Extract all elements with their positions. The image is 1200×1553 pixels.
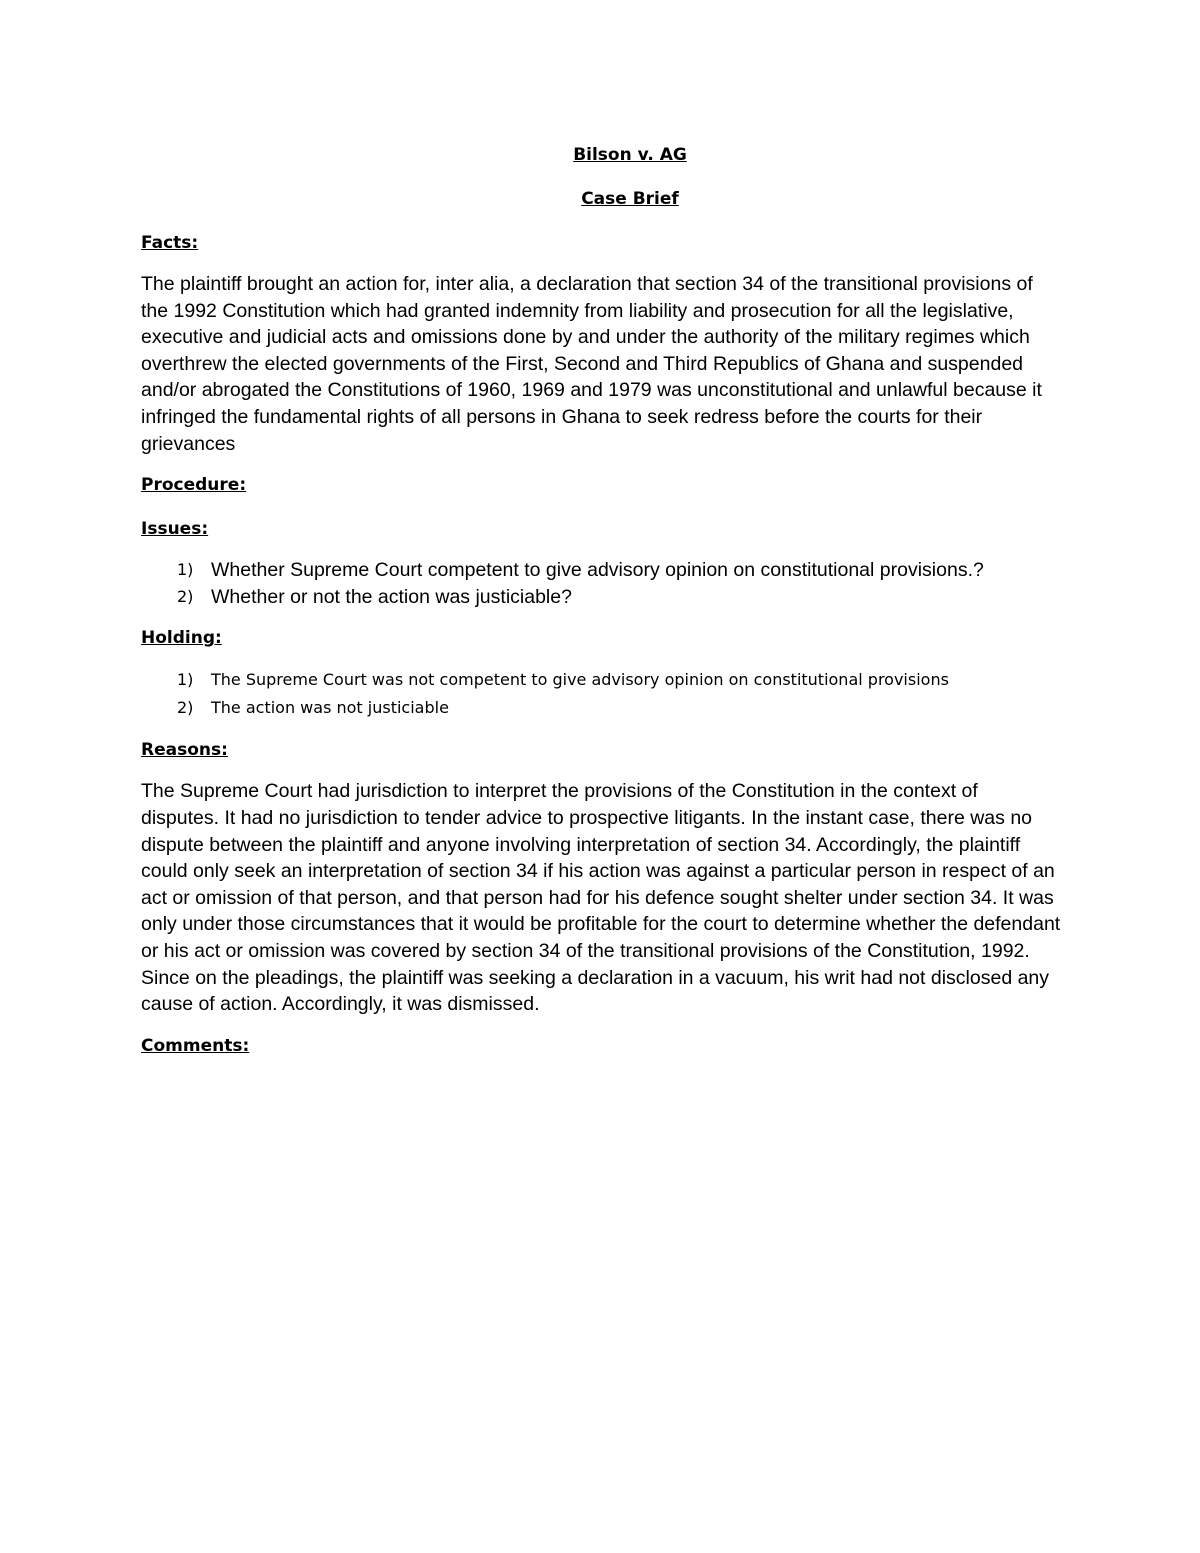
issues-list <box>141 557 1061 610</box>
comments-heading: Comments: <box>141 1035 250 1056</box>
list-item-text: The action was not justiciable <box>211 698 449 718</box>
list-item <box>141 557 1061 584</box>
document-title: Bilson v. AG <box>573 145 687 165</box>
list-item-text: The Supreme Court was not competent to give advisory opinion on constitutional provisions <box>211 670 949 690</box>
list-item-number: 1) <box>177 670 194 690</box>
document-page <box>141 142 1061 1059</box>
reasons-heading: Reasons: <box>141 740 228 761</box>
list-item-number: 1) <box>177 560 194 580</box>
procedure-heading: Procedure: <box>141 475 247 496</box>
list-item-number: 2) <box>177 698 194 718</box>
list-item <box>141 694 1061 722</box>
holding-list <box>141 666 1061 722</box>
document-subtitle: Case Brief <box>581 189 679 209</box>
list-item-text: Whether or not the action was justiciable? <box>211 585 572 608</box>
list-item-number: 2) <box>177 586 194 606</box>
list-item <box>141 666 1061 694</box>
list-item-text: Whether Supreme Court competent to give advisory opinion on constitutional provisions.? <box>211 559 984 582</box>
facts-paragraph: The plaintiff brought an action for, inter alia, a declaration that section 34 of the transitional provisions of the 1992 Constitution which had granted indemnity from liability and prosecution for all the legislative, executive and judicial acts and omissions done by and under the authority of the military regimes which overthrew the elected governments of the First, Second and Third Republics of Ghana and suspended and/or abrogated the Constitutions of 1960, 1969 and 1979 was unconstitutional and unlawful because it infringed the fundamental rights of all persons in Ghana to seek redress before the courts for their grievances <box>141 273 1042 455</box>
facts-heading: Facts: <box>141 233 199 253</box>
reasons-paragraph: The Supreme Court had jurisdiction to interpret the provisions of the Constitution in the context of disputes. It had no jurisdiction to tender advice to prospective litigants. In the instant case, there was no dispute between the plaintiff and anyone involving interpretation of section 34. Accordingly, the plaintiff could only seek an interpretation of section 34 if his action was against a particular person in respect of an act or omission of that person, and that person had for his defence sought shelter under section 34. It was only under those circumstances that it would be profitable for the court to determine whether the defendant or his act or omission was covered by section 34 of the transitional provisions of the Constitution, 1992. Since on the pleadings, the plaintiff was seeking a declaration in a vacuum, his writ had not disclosed any cause of action. Accordingly, it was dismissed. <box>141 780 1061 1016</box>
issues-heading: Issues: <box>141 519 209 540</box>
list-item <box>141 584 1061 611</box>
holding-heading: Holding: <box>141 628 222 649</box>
